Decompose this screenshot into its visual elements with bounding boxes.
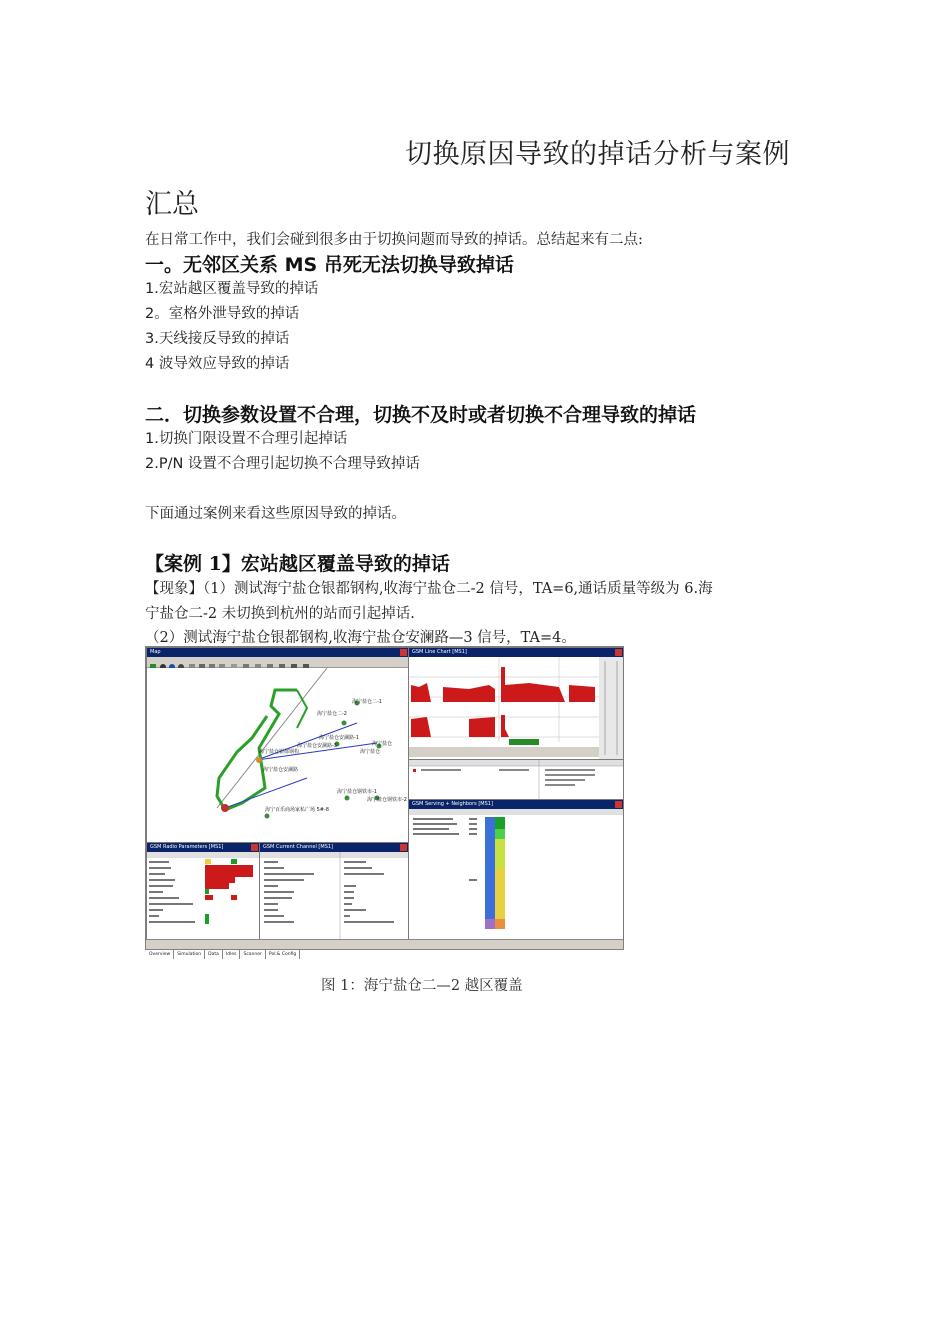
- case1-phenomenon-line2: 宁盐仓二-2 未切换到杭州的站而引起掉话.: [145, 606, 415, 622]
- serving-neighbors-titlebar: [409, 800, 623, 809]
- current-channel-grid: [260, 852, 408, 940]
- intro-paragraph: 在日常工作中，我们会碰到很多由于切换问题而导致的掉话。总结起来有二点:: [145, 232, 643, 248]
- line-chart-window: [408, 647, 624, 761]
- section1-item-4: 4 波导效应导致的掉话: [145, 356, 290, 372]
- map-label-7: 海宁盐仓银都钢构: [259, 749, 300, 755]
- serving-neighbors-grid: [409, 809, 623, 940]
- section1-item-2: 2。室格外泄导致的掉话: [145, 306, 300, 322]
- case1-heading: 【案例 1】宏站越区覆盖导致的掉话: [145, 553, 450, 575]
- line-chart-title: GSM Line Chart [MS1]: [412, 649, 467, 655]
- figure-drive-test-screenshot: [145, 646, 624, 957]
- radio-parameters-grid: [147, 852, 259, 940]
- current-channel-title: GSM Current Channel [MS1]: [263, 844, 334, 850]
- tab-idles[interactable]: Idles: [223, 950, 241, 959]
- map-label-4: 海宁盐仓: [372, 741, 393, 747]
- line-chart-canvas: [409, 657, 623, 760]
- current-channel-window: [259, 842, 409, 941]
- map-toolbar: [147, 657, 408, 668]
- close-icon: [251, 844, 258, 851]
- doc-title-line2: 汇总: [145, 189, 199, 220]
- serving-neighbors-title: GSM Serving + Neighbors [MS1]: [412, 801, 493, 807]
- tab-data[interactable]: Data: [205, 950, 223, 959]
- map-label-6: 海宁盐仓安澜路-3: [297, 743, 337, 749]
- map-label-9: 海宁百乐商场家私广场 5#-8: [265, 807, 329, 813]
- doc-title-line1: 切换原因导致的掉话分析与案例: [405, 139, 790, 170]
- line-chart-titlebar: [409, 648, 623, 657]
- section1-item-1: 1.宏站越区覆盖导致的掉话: [145, 281, 319, 297]
- map-title: Map: [150, 649, 161, 655]
- map-window: [146, 647, 409, 843]
- tab-simulation[interactable]: Simulation: [174, 950, 205, 959]
- case1-phenomenon-line3: （2）测试海宁盐仓银都钢构,收海宁盐仓安澜路—3 信号，TA=4。: [145, 630, 576, 646]
- map-label-2: 海宁盐仓二-2: [317, 711, 347, 717]
- close-icon: [400, 844, 407, 851]
- close-icon: [615, 801, 622, 808]
- tab-config[interactable]: Pol.& Config: [266, 950, 300, 959]
- section1-item-3: 3.天线接反导致的掉话: [145, 331, 290, 347]
- map-titlebar: [147, 648, 408, 657]
- map-label-3: 海宁盐仓安澜路-1: [319, 735, 359, 741]
- case1-phenomenon-line1: 【现象】（1）测试海宁盐仓银都钢构,收海宁盐仓二-2 信号，TA=6,通话质量等级为 6.海: [145, 581, 713, 597]
- map-canvas: [147, 668, 408, 842]
- line-chart-info-table: [408, 759, 624, 801]
- figure-caption: 图 1：海宁盐仓二—2 越区覆盖: [321, 978, 523, 994]
- current-channel-titlebar: [260, 843, 408, 852]
- radio-parameters-titlebar: [147, 843, 259, 852]
- radio-parameters-title: GSM Radio Parameters [MS1]: [150, 844, 224, 850]
- section2-item-2: 2.P/N 设置不合理引起切换不合理导致掉话: [145, 456, 420, 472]
- line-chart-info-grid: [409, 760, 623, 800]
- workspace-tabs: [146, 939, 623, 957]
- transition-paragraph: 下面通过案例来看这些原因导致的掉话。: [145, 506, 406, 522]
- tab-scanner[interactable]: Scanner: [240, 950, 265, 959]
- tab-overview[interactable]: Overview: [146, 950, 174, 959]
- map-label-5: 海宁盐仓: [360, 749, 381, 755]
- map-label-11: 海宁盐仓钢铁市-2: [367, 797, 407, 803]
- section1-heading: 一。无邻区关系 MS 吊死无法切换导致掉话: [145, 254, 514, 276]
- map-label-10: 海宁盐仓钢铁市-1: [337, 789, 377, 795]
- serving-neighbors-window: [408, 799, 624, 941]
- radio-parameters-window: [146, 842, 260, 941]
- map-label-1: 海宁盐仓二-1: [352, 699, 382, 705]
- close-icon: [400, 649, 407, 656]
- close-icon: [615, 649, 622, 656]
- section2-item-1: 1.切换门限设置不合理引起掉话: [145, 431, 348, 447]
- section2-heading: 二．切换参数设置不合理，切换不及时或者切换不合理导致的掉话: [145, 404, 697, 426]
- map-label-8: 海宁盐仓安澜路: [263, 767, 299, 773]
